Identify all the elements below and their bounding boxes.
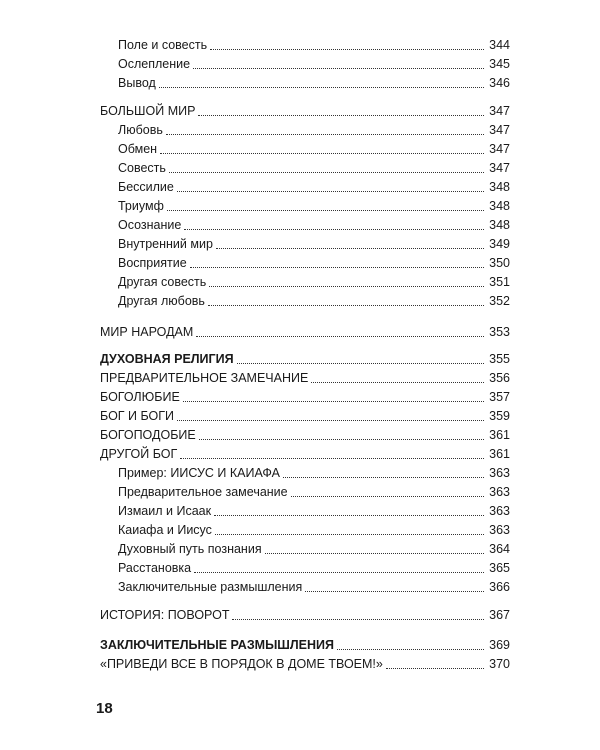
leader-dots (237, 363, 484, 364)
toc-chapter-title: ДУХОВНАЯ РЕЛИГИЯ (100, 352, 234, 366)
toc-entry-page: 349 (489, 237, 510, 251)
leader-dots (167, 210, 484, 211)
toc-entry-page: 363 (489, 523, 510, 537)
toc-entry-title: Другая любовь (118, 294, 205, 308)
leader-dots (196, 336, 484, 337)
toc-section (100, 404, 510, 423)
leader-dots (166, 134, 484, 135)
toc-entry-title: Любовь (118, 123, 163, 137)
toc-entry-title: Заключительные размышления (118, 580, 303, 594)
toc-entry (118, 232, 510, 251)
toc-entry (118, 499, 510, 518)
leader-dots (160, 153, 484, 154)
toc-chapter (100, 633, 510, 652)
toc-entry-title: Другая совесть (118, 275, 207, 289)
toc-entry-page: 348 (489, 218, 510, 232)
leader-dots (190, 267, 484, 268)
toc-entry (118, 156, 510, 175)
toc-entry-page: 361 (489, 428, 510, 442)
leader-dots (209, 286, 484, 287)
toc-entry-page: 357 (489, 390, 510, 404)
toc-entry (118, 556, 510, 575)
leader-dots (215, 534, 484, 535)
toc-section (100, 366, 510, 385)
toc-section-title: МИР НАРОДАМ (100, 325, 194, 339)
toc-entry-page: 364 (489, 542, 510, 556)
toc-entry-page: 344 (489, 38, 510, 52)
leader-dots (283, 477, 484, 478)
toc-chapter (100, 347, 510, 366)
toc-entry-title: Внутренний мир (118, 237, 213, 251)
toc-entry-page: 345 (489, 57, 510, 71)
toc-entry-title: Вывод (118, 76, 156, 90)
leader-dots (214, 515, 484, 516)
page-number: 18 (96, 700, 113, 717)
toc-entry-page: 361 (489, 447, 510, 461)
toc-section (100, 320, 510, 339)
toc-entry (118, 575, 510, 594)
toc-entry-page: 348 (489, 180, 510, 194)
toc-entry-page: 348 (489, 199, 510, 213)
toc-entry (118, 213, 510, 232)
toc-chapter-title: ЗАКЛЮЧИТЕЛЬНЫЕ РАЗМЫШЛЕНИЯ (100, 638, 334, 652)
leader-dots (337, 649, 484, 650)
toc-entry (118, 71, 510, 90)
toc-entry-page: 351 (489, 275, 510, 289)
toc-section-title: ДРУГОЙ БОГ (100, 447, 178, 461)
leader-dots (169, 172, 484, 173)
leader-dots (177, 420, 484, 421)
toc-entry (118, 118, 510, 137)
leader-dots (159, 87, 484, 88)
toc-entry-page: 359 (489, 409, 510, 423)
toc-entry-title: Восприятие (118, 256, 187, 270)
toc-entry-title: Триумф (118, 199, 164, 213)
leader-dots (193, 68, 484, 69)
leader-dots (216, 248, 484, 249)
toc-entry (118, 480, 510, 499)
toc-section (100, 603, 510, 622)
leader-dots (265, 553, 484, 554)
toc-entry-page: 347 (489, 161, 510, 175)
toc-entry-title: Пример: ИИСУС И КАИАФА (118, 466, 280, 480)
leader-dots (386, 668, 484, 669)
toc-entry (118, 289, 510, 308)
toc-entry-page: 366 (489, 580, 510, 594)
toc-entry-title: Каиафа и Иисус (118, 523, 212, 537)
toc-section (100, 423, 510, 442)
leader-dots (210, 49, 484, 50)
leader-dots (184, 229, 484, 230)
toc-entry-title: Совесть (118, 161, 166, 175)
leader-dots (180, 458, 484, 459)
toc-entry-page: 347 (489, 123, 510, 137)
toc-entry-page: 346 (489, 76, 510, 90)
toc-entry-page: 355 (489, 352, 510, 366)
toc-entry-page: 353 (489, 325, 510, 339)
toc-entry-title: Поле и совесть (118, 38, 208, 52)
leader-dots (291, 496, 484, 497)
toc-entry-page: 363 (489, 466, 510, 480)
toc-entry (118, 251, 510, 270)
leader-dots (311, 382, 484, 383)
toc-entry-title: Расстановка (118, 561, 192, 575)
leader-dots (198, 115, 484, 116)
toc-entry (118, 33, 510, 52)
leader-dots (305, 591, 484, 592)
toc-entry-page: 347 (489, 142, 510, 156)
leader-dots (199, 439, 484, 440)
toc-entry (118, 270, 510, 289)
toc-section-title: БОГ И БОГИ (100, 409, 175, 423)
toc-section-title: ИСТОРИЯ: ПОВОРОТ (100, 608, 230, 622)
toc-entry (118, 518, 510, 537)
toc-entry-page: 347 (489, 104, 510, 118)
toc-entry-title: Обмен (118, 142, 158, 156)
toc-section (100, 442, 510, 461)
toc-entry-page: 363 (489, 485, 510, 499)
toc-section-title: «ПРИВЕДИ ВСЕ В ПОРЯДОК В ДОМЕ ТВОЕМ!» (100, 657, 383, 671)
toc-entry-page: 350 (489, 256, 510, 270)
toc-entry (118, 461, 510, 480)
leader-dots (194, 572, 484, 573)
toc-entry (118, 537, 510, 556)
toc-entry-page: 370 (489, 657, 510, 671)
toc-section (100, 99, 510, 118)
toc-entry-page: 356 (489, 371, 510, 385)
toc-entry-page: 367 (489, 608, 510, 622)
toc-section-title: ПРЕДВАРИТЕЛЬНОЕ ЗАМЕЧАНИЕ (100, 371, 309, 385)
toc-section (100, 652, 510, 671)
leader-dots (177, 191, 484, 192)
toc-section-title: БОГОПОДОБИЕ (100, 428, 196, 442)
leader-dots (232, 619, 484, 620)
toc-entry-title: Измаил и Исаак (118, 504, 212, 518)
toc-entry-page: 365 (489, 561, 510, 575)
toc-entry-title: Духовный путь познания (118, 542, 262, 556)
toc-entry-title: Осознание (118, 218, 182, 232)
toc-entry-page: 363 (489, 504, 510, 518)
toc-entry (118, 194, 510, 213)
toc-entry-page: 352 (489, 294, 510, 308)
toc-entry-title: Предварительное замечание (118, 485, 288, 499)
toc-entry (118, 137, 510, 156)
toc-entry-page: 369 (489, 638, 510, 652)
toc-section-title: БОГОЛЮБИЕ (100, 390, 180, 404)
toc-section-title: БОЛЬШОЙ МИР (100, 104, 196, 118)
toc-entry-title: Бессилие (118, 180, 174, 194)
leader-dots (183, 401, 484, 402)
leader-dots (208, 305, 484, 306)
toc-entry (118, 52, 510, 71)
toc-section (100, 385, 510, 404)
toc-entry (118, 175, 510, 194)
toc-entry-title: Ослепление (118, 57, 191, 71)
